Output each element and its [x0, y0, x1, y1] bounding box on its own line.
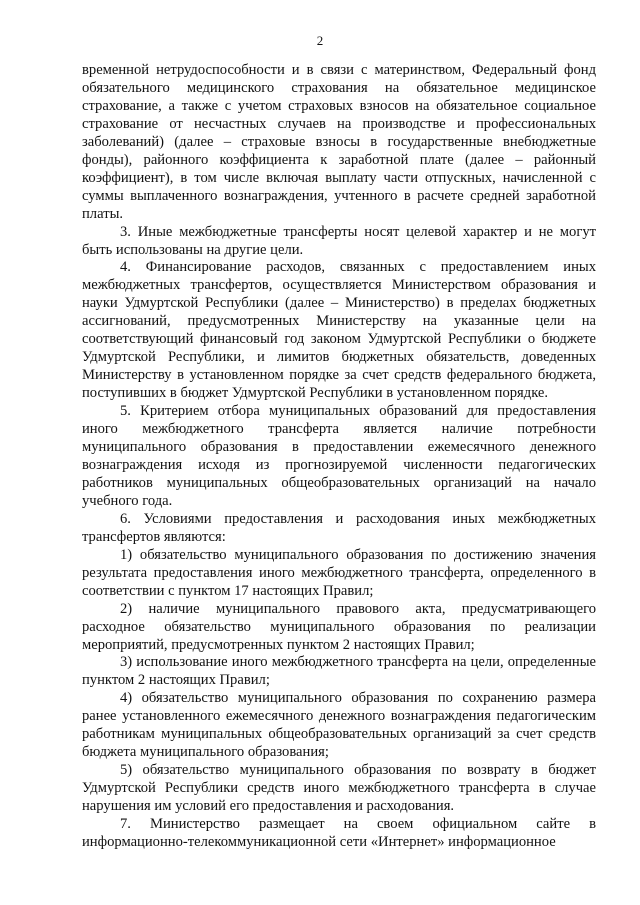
subitem-6-1: 1) обязательство муниципального образования по достижению значения результата предоставления иного межбюджетного трансферта, определенного в соответствии с пунктом 17 настоящих Правил; — [82, 546, 596, 599]
paragraph-item-5: 5. Критерием отбора муниципальных образований для предоставления иного межбюджетного трансферта является наличие потребности муниципального образования в предоставлении ежемесячного денежного вознаграждения исходя из прогнозируемой численности педагогических работников муниципальных общеобразовательных организаций на начало учебного года. — [82, 403, 596, 509]
subitem-6-5: 5) обязательство муниципального образования по возврату в бюджет Удмуртской Республики средств иного межбюджетного трансферта в случае нарушения им условий его предоставления и расходования. — [82, 762, 596, 815]
paragraph-item-3: 3. Иные межбюджетные трансферты носят целевой характер и не могут быть использованы на другие цели. — [82, 223, 596, 258]
paragraph-continuation: временной нетрудоспособности и в связи с материнством, Федеральный фонд обязательного медицинского страхования на обязательное медицинское страхование, а также с учетом страховых взносов на обязательное социальное страхование от несчастных случаев на производстве и профессиональных заболеваний) (далее – страховые взносы в государственные внебюджетные фонды), районного коэффициента к заработной плате (далее – районный коэффициент), в том числе включая выплату части отпускных, начисленной с суммы выплаченного вознаграждения, учтенного в расчете средней заработной платы. — [82, 62, 596, 222]
subitem-6-2: 2) наличие муниципального правового акта, предусматривающего расходное обязательство муниципального образования по реализации мероприятий, предусмотренных пунктом 2 настоящих Правил; — [82, 600, 596, 653]
page-number: 2 — [316, 33, 324, 48]
subitem-6-4: 4) обязательство муниципального образования по сохранению размера ранее установленного ежемесячного денежного вознаграждения педагогическим работникам муниципальных общеобразовательных организаций за счет средств бюджета муниципального образования; — [82, 690, 596, 761]
paragraph-item-4: 4. Финансирование расходов, связанных с предоставлением иных межбюджетных трансфертов, осуществляется Министерством образования и науки Удмуртской Республики (далее – Министерство) в пределах бюджетных ассигнований, предусмотренных Министерству на указанные цели на соответствующий финансовый год законом Удмуртской Республики о бюджете Удмуртской Республики, и лимитов бюджетных обязательств, доведенных Министерству в установленном порядке за счет средств федерального бюджета, поступивших в бюджет Удмуртской Республики в установленном порядке. — [82, 259, 596, 402]
paragraph-item-6: 6. Условиями предоставления и расходования иных межбюджетных трансфертов являются: — [82, 510, 596, 545]
paragraph-item-7: 7. Министерство размещает на своем официальном сайте в информационно-телекоммуникационной сети «Интернет» информационное — [82, 816, 596, 850]
document-body — [82, 62, 596, 852]
subitem-6-3: 3) использование иного межбюджетного трансферта на цели, определенные пунктом 2 настоящих Правил; — [82, 654, 596, 689]
